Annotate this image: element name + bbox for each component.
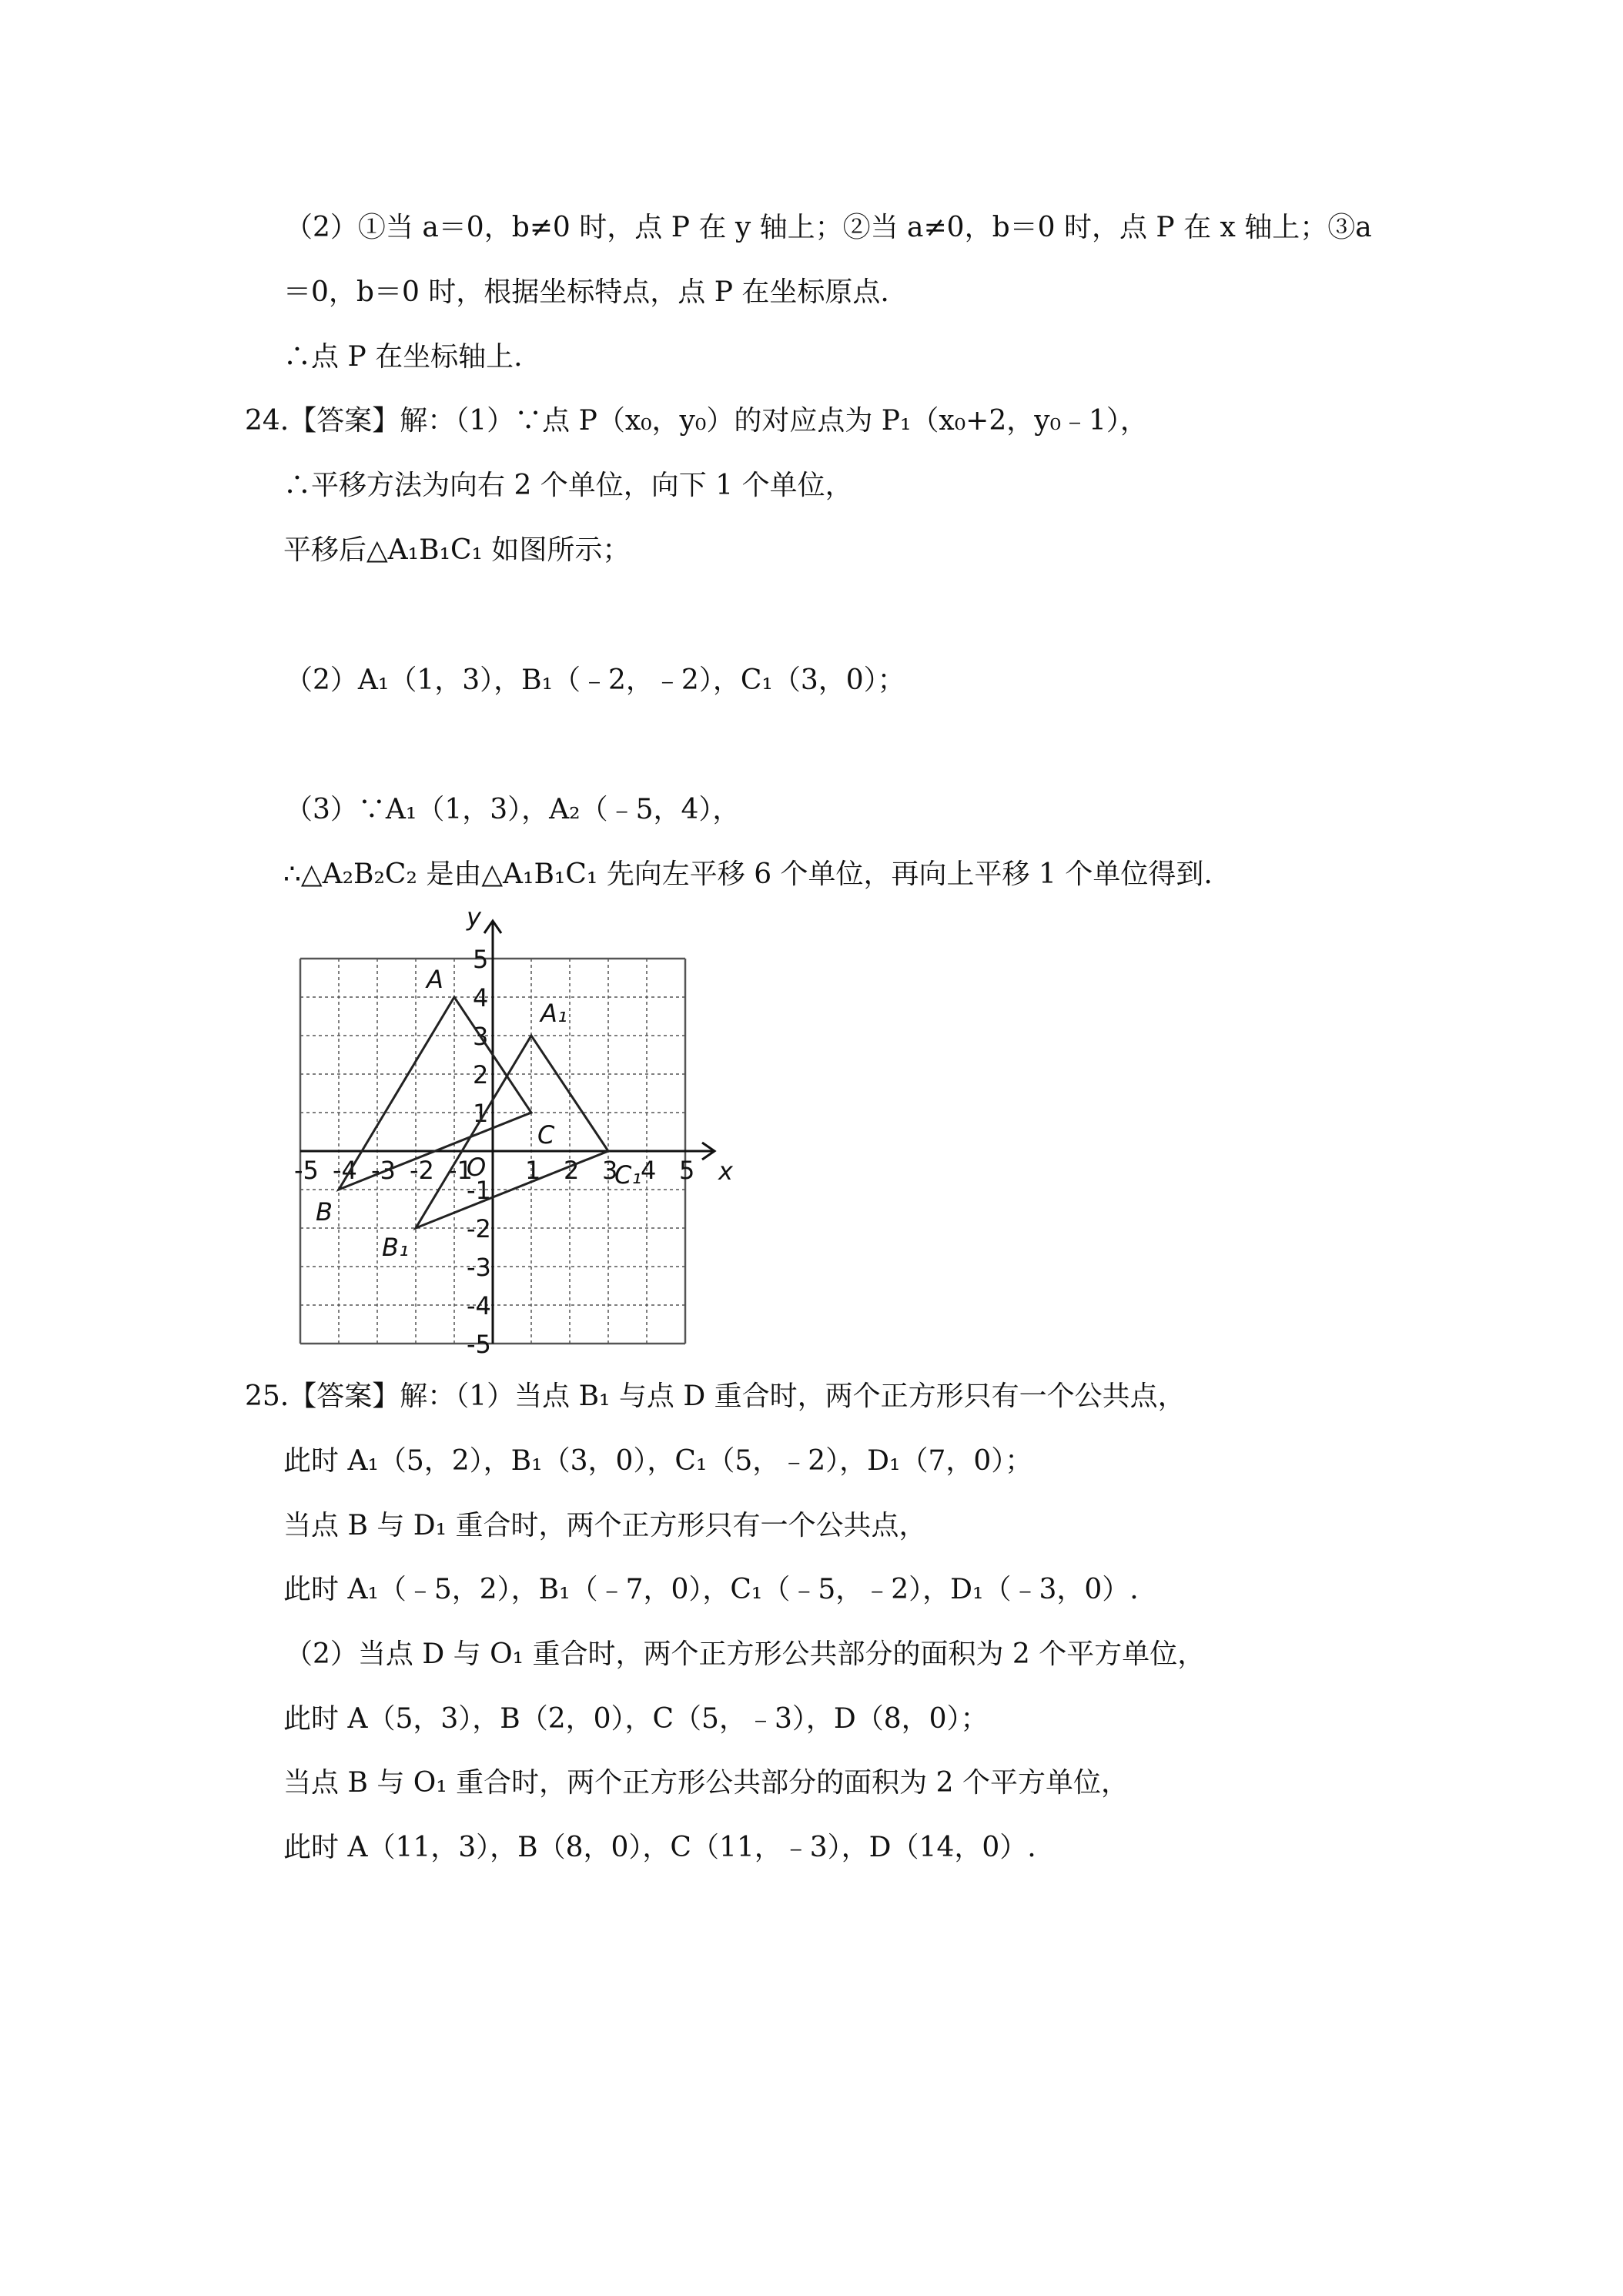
x-tick-label: -5 xyxy=(294,1156,319,1185)
point-label-c1: C₁ xyxy=(614,1160,642,1190)
point-label-b: B xyxy=(316,1197,333,1227)
x-tick-label: -4 xyxy=(333,1156,357,1185)
triangle-abc xyxy=(339,997,531,1190)
q25-answer-line6: 此时 A（5，3），B（2，0），C（5，﹣3），D（8，0）； xyxy=(283,1703,989,1735)
triangle-a1b1c1 xyxy=(416,1036,608,1228)
q25-answer-line2: 此时 A₁（5，2），B₁（3，0），C₁（5，﹣2），D₁（7，0）； xyxy=(283,1445,1033,1477)
point-label-a1: A₁ xyxy=(540,999,567,1028)
y-tick-label: -4 xyxy=(467,1291,491,1320)
q25-answer-line1: 25.【答案】解：（1）当点 B₁ 与点 D 重合时，两个正方形只有一个公共点， xyxy=(245,1381,1186,1412)
q24-answer-line3: 平移后△A₁B₁C₁ 如图所示； xyxy=(283,534,631,566)
x-axis-label: x xyxy=(718,1156,733,1186)
q25-answer-line8: 此时 A（11，3），B（8，0），C（11，﹣3），D（14，0）. xyxy=(283,1832,1036,1863)
origin-label: O xyxy=(467,1153,487,1182)
q24-answer-line2: ∴平移方法为向右 2 个单位，向下 1 个单位， xyxy=(283,470,853,501)
x-tick-label: 4 xyxy=(641,1156,657,1185)
point-label-c: C xyxy=(537,1120,555,1150)
q25-answer-line7: 当点 B 与 O₁ 重合时，两个正方形公共部分的面积为 2 个平方单位， xyxy=(283,1767,1129,1799)
y-tick-label: -5 xyxy=(467,1330,491,1359)
q24-answer-line5: （3）∵A₁（1，3），A₂（﹣5，4）， xyxy=(285,794,741,825)
x-tick-label: -3 xyxy=(371,1156,396,1185)
y-tick-label: 3 xyxy=(473,1022,489,1051)
y-axis-label: y xyxy=(467,902,481,932)
q24-answer-line6: ∴△A₂B₂C₂ 是由△A₁B₁C₁ 先向左平移 6 个单位，再向上平移 1 个单位得到. xyxy=(283,858,1213,890)
y-tick-label: 5 xyxy=(473,945,489,974)
x-tick-label: 1 xyxy=(525,1156,541,1185)
x-tick-label: 5 xyxy=(679,1156,695,1185)
y-tick-label: -2 xyxy=(467,1214,491,1243)
x-tick-label: -1 xyxy=(448,1156,473,1185)
q25-answer-line4: 此时 A₁（﹣5，2），B₁（﹣7，0），C₁（﹣5，﹣2），D₁（﹣3，0）. xyxy=(283,1574,1139,1605)
x-tick-label: 3 xyxy=(602,1156,618,1185)
q25-answer-line3: 当点 B 与 D₁ 重合时，两个正方形只有一个公共点， xyxy=(283,1510,927,1541)
q23-part2-line1: （2）①当 a＝0，b≠0 时，点 P 在 y 轴上；②当 a≠0，b＝0 时，点 P 在 x 轴上；③a xyxy=(285,212,1372,243)
q23-part2-line2: ＝0，b＝0 时，根据坐标特点，点 P 在坐标原点. xyxy=(283,276,889,308)
point-label-b1: B₁ xyxy=(382,1233,409,1262)
y-tick-label: 2 xyxy=(473,1060,489,1089)
coordinate-figure xyxy=(277,901,739,1363)
y-tick-label: -3 xyxy=(467,1253,491,1282)
point-label-a: A xyxy=(427,965,443,994)
q24-answer-line4: （2）A₁（1，3），B₁（﹣2，﹣2），C₁（3，0）； xyxy=(285,664,905,696)
axes xyxy=(300,902,734,1344)
y-tick-label: 1 xyxy=(473,1099,489,1128)
x-tick-label: 2 xyxy=(564,1156,580,1185)
q23-conclusion: ∴点 P 在坐标轴上. xyxy=(283,341,523,373)
x-tick-label: -2 xyxy=(410,1156,434,1185)
y-tick-label: 4 xyxy=(473,983,489,1012)
q24-answer-line1: 24.【答案】解：（1）∵点 P（x₀，y₀）的对应点为 P₁（x₀+2，y₀﹣1）， xyxy=(245,405,1148,437)
q25-answer-line5: （2）当点 D 与 O₁ 重合时，两个正方形公共部分的面积为 2 个平方单位， xyxy=(285,1638,1206,1670)
y-tick-label: -1 xyxy=(467,1176,491,1205)
